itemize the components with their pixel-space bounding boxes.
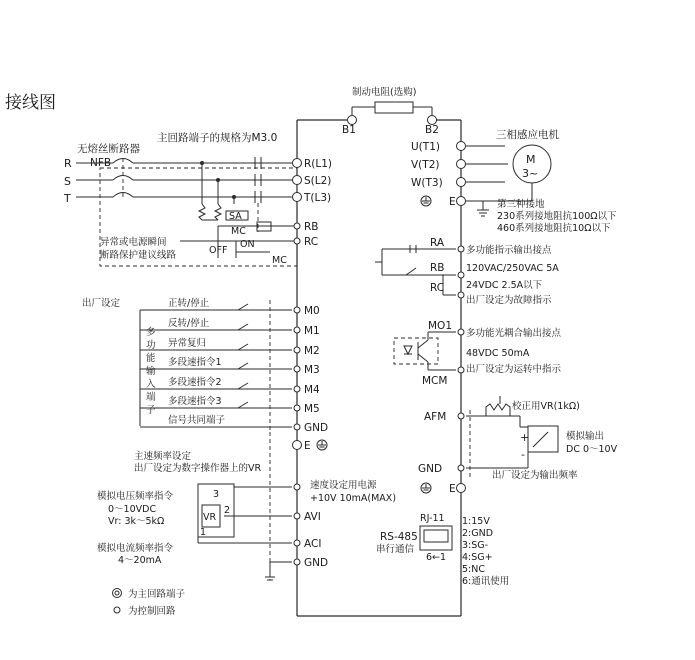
terminal-m1-label: M1 [304, 325, 320, 337]
terminal-gnd2 [294, 559, 300, 565]
afm-minus: - [521, 448, 525, 461]
terminal-r-label: R(L1) [304, 158, 333, 170]
opto-default: 出厂设定为运转中指示 [466, 364, 562, 375]
analog-inputs [97, 450, 396, 580]
terminal-v-label: V(T2) [411, 159, 440, 171]
side-char-3: 能 [146, 353, 156, 364]
pin3-label: 3 [213, 489, 220, 500]
terminal-e3 [457, 484, 466, 493]
terminal-rb-label: RB [304, 221, 319, 233]
cur-cmd-label: 模拟电流频率指令 [97, 543, 174, 554]
terminal-mo1 [458, 329, 464, 335]
terminal-rc2 [458, 292, 464, 298]
terminal-e1-label: E [304, 440, 311, 452]
legend [113, 588, 186, 617]
ground-230: 230系列接地阻抗100Ω以下 [497, 211, 617, 222]
rs485-label: RS-485 [380, 531, 418, 543]
on-label: ON [240, 239, 255, 250]
motor-output [411, 128, 617, 234]
rs485-pin-2: 2:GND [462, 528, 494, 539]
terminal-m4-label: M4 [304, 384, 320, 396]
rs485-pin-1: 1:15V [462, 516, 490, 527]
terminal-gnd1 [294, 424, 300, 430]
terminal-rb2-label: RB [430, 262, 445, 274]
motor-phase-label: 3~ [522, 167, 539, 180]
terminal-rc [294, 238, 300, 244]
main-freq-label-2: 出厂设定为数字操作器上的VR [134, 463, 262, 474]
rs485-pin-5: 5:NC [462, 564, 485, 575]
protection-label-1: 异常或电源瞬间 [100, 237, 167, 248]
breaker-label: 无熔丝断路器 [77, 143, 140, 155]
side-char-2: 功 [146, 340, 156, 351]
relay-rating-ac: 120VAC/250VAC 5A [466, 263, 559, 274]
supply-label-1: 速度设定用电源 [310, 480, 377, 491]
afm-plus: + [520, 431, 530, 444]
terminal-avi-label: AVI [304, 511, 321, 523]
terminal-avi [294, 513, 300, 519]
terminal-mcm [458, 367, 464, 373]
side-char-1: 多 [146, 327, 156, 338]
terminal-w [457, 178, 466, 187]
terminal-m4 [294, 386, 300, 392]
terminal-e2 [457, 197, 466, 206]
opto-title: 多功能光耦合输出接点 [466, 328, 562, 339]
nfb-label: NFB [90, 157, 112, 169]
afm-out-title: 模拟输出 [566, 431, 605, 442]
terminal-e3-label: E [449, 483, 456, 495]
mc-coil-label: MC [231, 226, 246, 237]
terminal-afm-label: AFM [424, 411, 447, 423]
volt-cmd-label: 模拟电压频率指令 [97, 491, 174, 502]
terminal-b1-label: B1 [342, 124, 356, 136]
terminal-m0-label: M0 [304, 305, 320, 317]
terminal-u [457, 142, 466, 151]
input-common-label: 信号共同端子 [168, 415, 226, 426]
brake-resistor [342, 86, 439, 136]
rs485-pin-4: 4:SG+ [462, 552, 493, 563]
terminal-m1 [294, 327, 300, 333]
rj11-pins-mark: 6←1 [426, 552, 447, 563]
side-char-6: 端 [146, 392, 156, 403]
terminal-m2-label: M2 [304, 345, 320, 357]
terminal-s-label: S(L2) [304, 175, 332, 187]
main-freq-label-1: 主速频率设定 [134, 451, 192, 462]
terminal-ra [458, 246, 464, 252]
page-title: 接线图 [5, 93, 56, 113]
legend-main-icon [113, 589, 122, 598]
power-input [63, 131, 332, 266]
cur-range-label: 4～20mA [118, 555, 162, 566]
terminal-gnd3-label: GND [418, 463, 443, 475]
terminal-m5 [294, 405, 300, 411]
pin2-label: 2 [224, 505, 231, 516]
terminal-t-label: T(L3) [304, 192, 332, 204]
input-ms1-label: 多段速指令1 [168, 357, 222, 368]
supply-label-2: +10V 10mA(MAX) [310, 493, 397, 504]
terminal-w-label: W(T3) [411, 177, 443, 189]
terminal-b2-label: B2 [425, 124, 439, 136]
terminal-r [293, 159, 302, 168]
brake-resistor-label: 制动电阻(选购) [352, 87, 417, 98]
terminal-gnd1-label: GND [304, 422, 329, 434]
ground-icon [421, 483, 431, 493]
terminal-m3-label: M3 [304, 364, 320, 376]
terminal-m5-label: M5 [304, 403, 320, 415]
phase-s-label: S [64, 175, 71, 188]
rs485-pin-3: 3:SG- [462, 540, 489, 551]
afm-output [418, 396, 618, 495]
side-char-4: 输 [146, 366, 156, 377]
legend-control-icon [114, 607, 120, 613]
sa-label: SA [229, 211, 242, 222]
terminal-m2 [294, 347, 300, 353]
input-fwd-label: 正转/停止 [168, 298, 210, 309]
side-char-5: 入 [146, 379, 156, 390]
terminal-s [293, 176, 302, 185]
rs485-pin-6: 6:通讯使用 [462, 576, 510, 587]
pin1-label: 1 [200, 527, 207, 538]
terminal-ra-label: RA [430, 237, 445, 249]
terminal-aci [294, 540, 300, 546]
terminal-vplus [294, 484, 300, 490]
terminal-m0 [294, 307, 300, 313]
terminal-mo1-label: MO1 [428, 320, 453, 332]
afm-out-range: DC 0～10V [566, 444, 618, 455]
terminal-u-label: U(T1) [411, 141, 440, 153]
rs485-port [376, 513, 509, 587]
input-ms3-label: 多段速指令3 [168, 396, 222, 407]
legend-main: 为主回路端子 [128, 589, 186, 600]
terminal-v [457, 160, 466, 169]
vr-label: VR [203, 512, 217, 523]
relay-title: 多功能指示输出接点 [466, 245, 552, 256]
input-rev-label: 反转/停止 [168, 318, 210, 329]
terminal-rb2 [458, 272, 464, 278]
terminal-t [293, 193, 302, 202]
input-reset-label: 异常复归 [168, 338, 207, 349]
terminal-e1 [293, 441, 302, 450]
relay-output [375, 237, 559, 306]
spec-label: 主回路端子的规格为M3.0 [157, 132, 278, 144]
rj11-label: RJ-11 [420, 513, 445, 524]
terminal-m3 [294, 366, 300, 372]
factory-label: 出厂设定 [82, 298, 121, 309]
rs485-comm: 串行通信 [376, 544, 415, 555]
input-ms2-label: 多段速指令2 [168, 377, 222, 388]
ground-title: 第三种接地 [497, 199, 545, 210]
opto-rating: 48VDC 50mA [466, 348, 530, 359]
protection-label-2: 断路保护建议线路 [100, 250, 177, 261]
ground-icon [421, 196, 431, 206]
terminal-mcm-label: MCM [422, 375, 448, 387]
ground-460: 460系列接地阻抗10Ω以下 [497, 223, 611, 234]
volt-range-label: 0～10VDC [108, 504, 157, 515]
off-label: OFF [209, 245, 228, 256]
terminal-gnd2-label: GND [304, 557, 329, 569]
optocoupler-output [394, 320, 562, 387]
afm-adjust-label: 校正用VR(1kΩ) [512, 401, 580, 412]
mc-contact-label: MC [272, 255, 287, 266]
terminal-gnd3 [458, 465, 464, 471]
afm-default: 出厂设定为输出频率 [492, 470, 578, 481]
phase-r-label: R [64, 157, 72, 170]
legend-control: 为控制回路 [128, 606, 176, 617]
motor-m-label: M [526, 153, 536, 166]
relay-default: 出厂设定为故障指示 [466, 295, 552, 306]
phase-t-label: T [64, 192, 71, 205]
motor-title: 三相感应电机 [496, 129, 559, 141]
relay-rating-dc: 24VDC 2.5A以下 [466, 280, 543, 291]
ground-icon [317, 440, 327, 450]
terminal-aci-label: ACI [304, 538, 322, 550]
terminal-e2-label: E [449, 196, 456, 208]
side-char-7: 子 [146, 405, 156, 416]
vr-range-label: Vr: 3k～5kΩ [108, 516, 165, 527]
terminal-rc-label: RC [304, 236, 319, 248]
terminal-afm [458, 413, 464, 419]
terminal-rc2-label: RC [430, 282, 445, 294]
terminal-rb [294, 223, 300, 229]
